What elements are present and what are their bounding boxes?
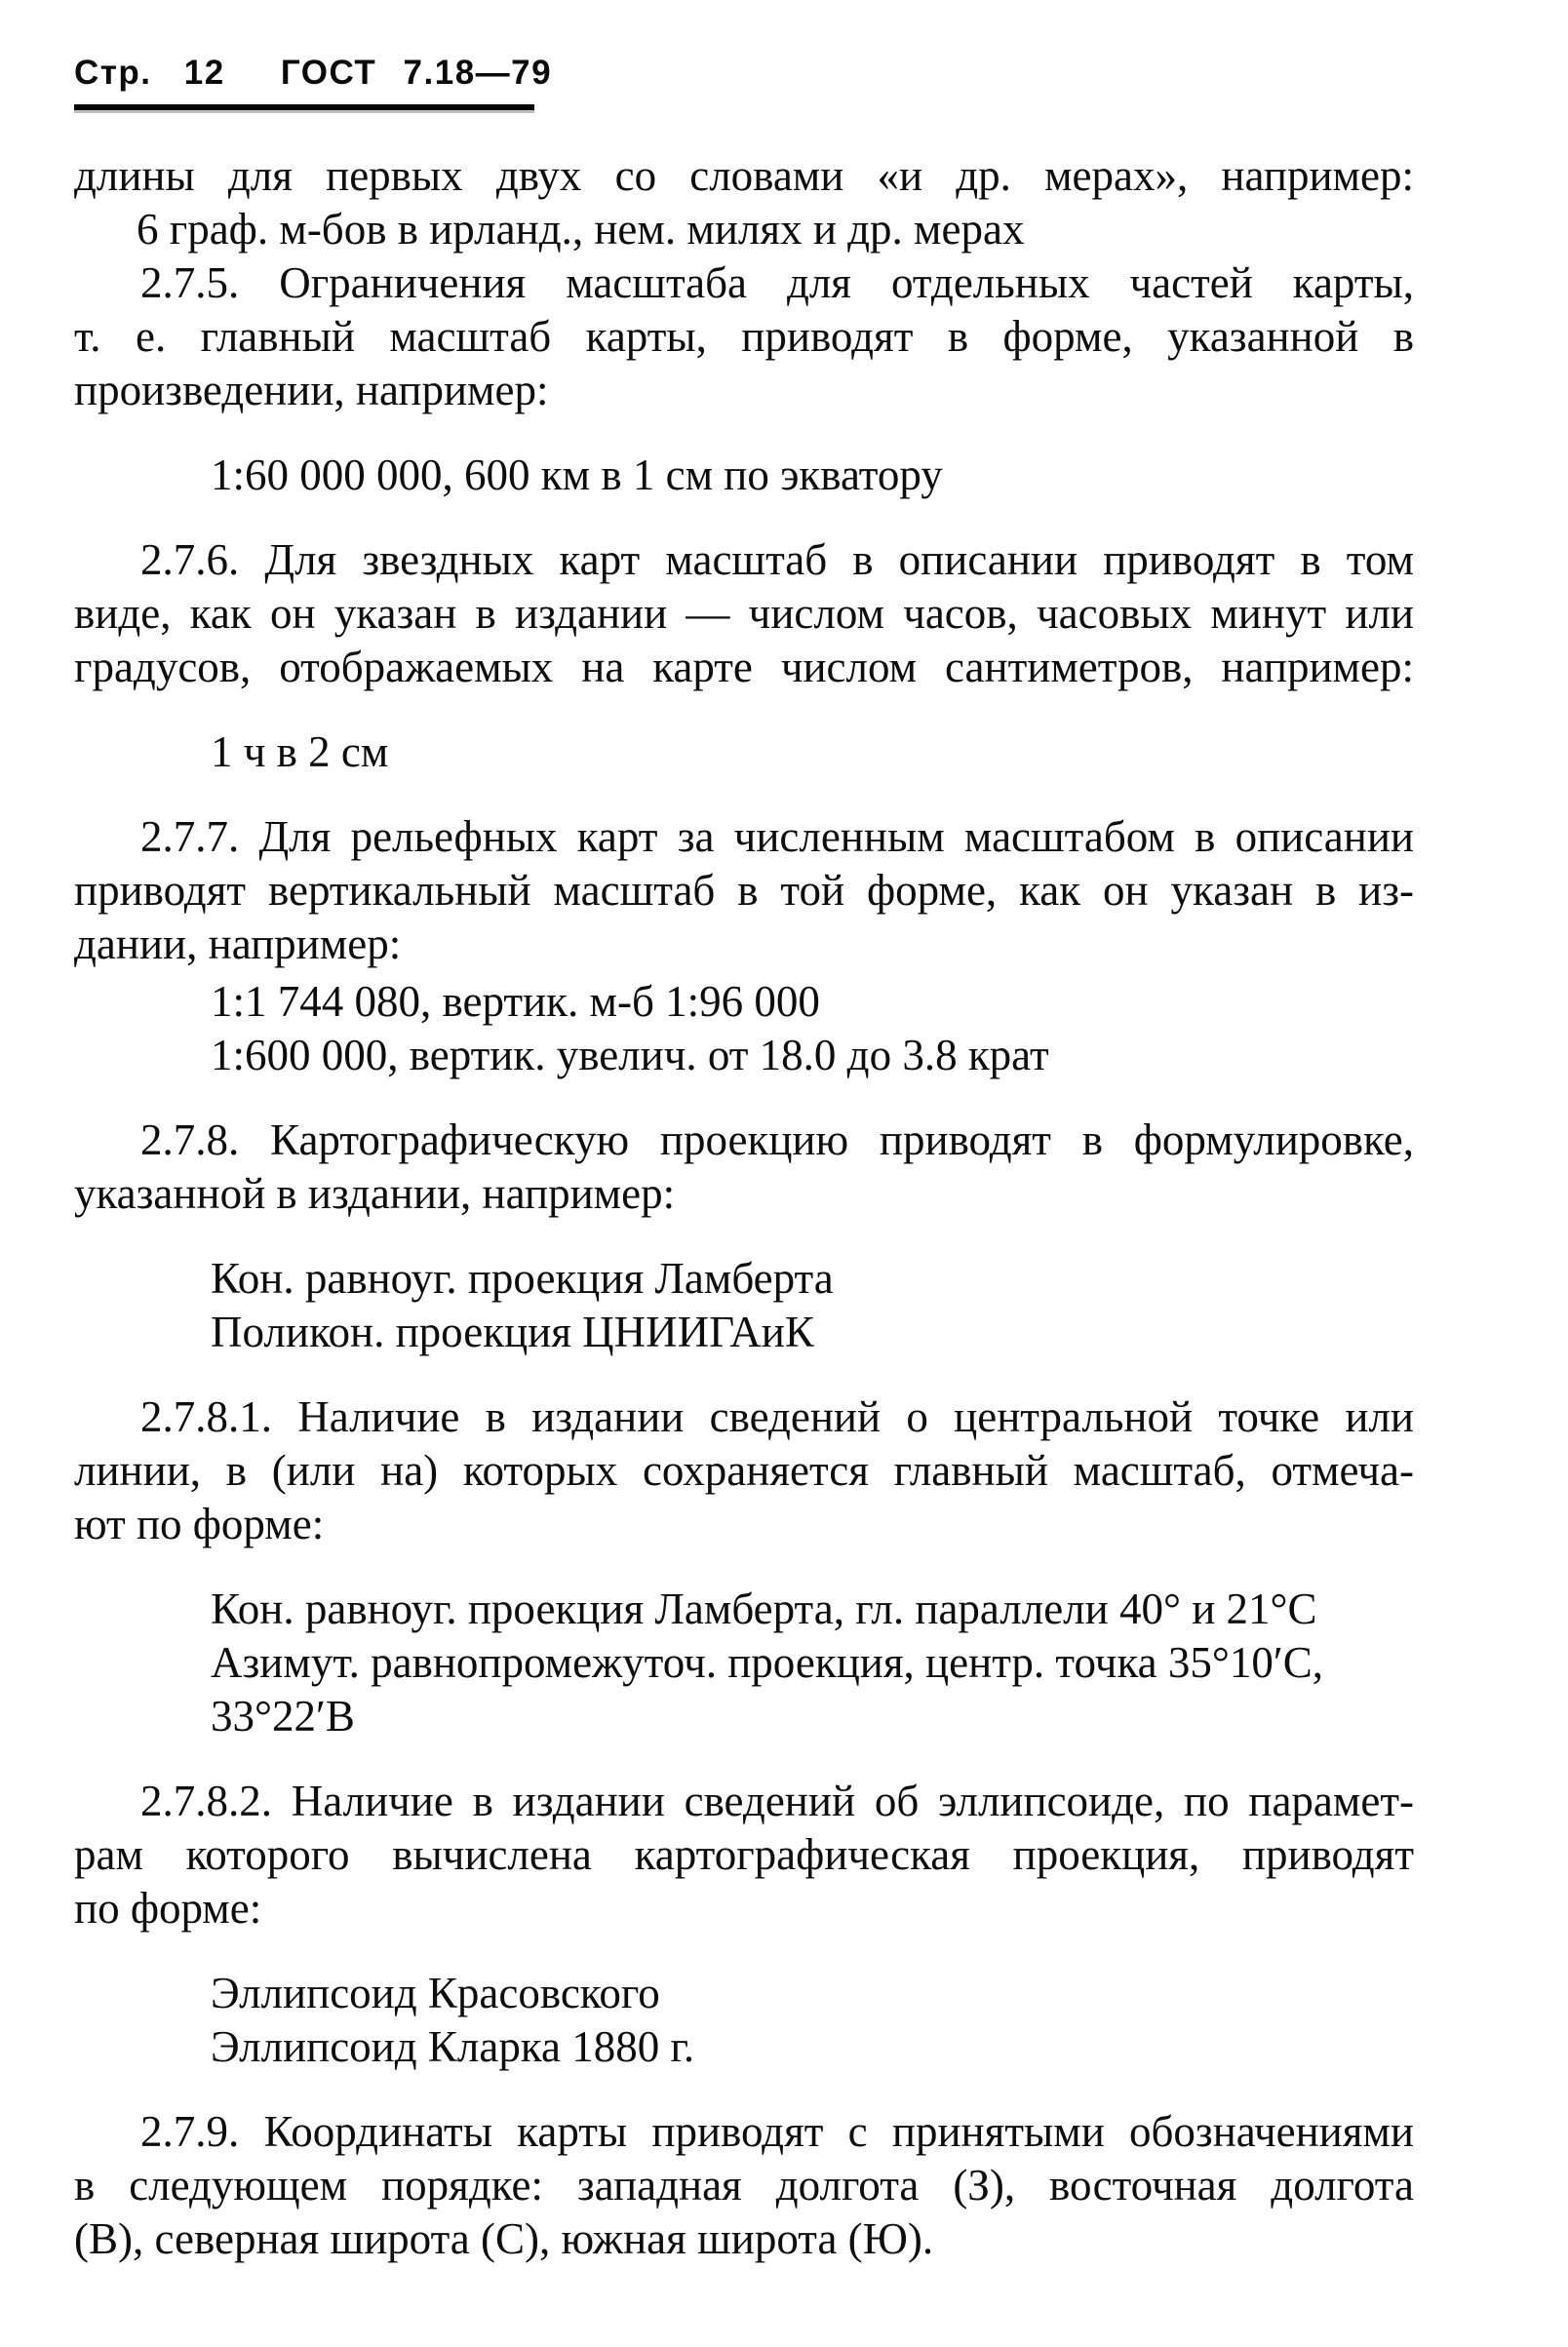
text-line: приводят вертикальный масштаб в той форме, как он указан в из- [74, 866, 1414, 915]
example-line: 1:600 000, вертик. увелич. от 18.0 до 3.8 крат [211, 1031, 1049, 1079]
text-line: дании, например: [74, 919, 402, 968]
document-body [74, 149, 1414, 2266]
standard-number-label: ГОСТ 7.18—79 [280, 54, 553, 92]
text-line: линии, в (или на) которых сохраняется главный масштаб, отмеча- [74, 1446, 1414, 1495]
example-central-point [211, 1583, 1414, 1743]
page-header [74, 54, 1414, 93]
text-line: 2.7.5. Ограничения масштаба для отдельных частей карты, [140, 258, 1414, 307]
example-scale-equator [211, 449, 1414, 502]
example-line: Кон. равноуг. проекция Ламберта, гл. параллели 40° и 21°С [211, 1584, 1317, 1633]
example-line: 1 ч в 2 см [211, 727, 389, 776]
text-line: виде, как он указан в издании — числом часов, часовых минут или [74, 589, 1414, 638]
example-line: 33°22′В [211, 1692, 355, 1741]
paragraph-2-7-8-2 [74, 1775, 1414, 1936]
text-line: рам которого вычислена картографическая проекция, приводят [74, 1830, 1414, 1879]
example-line: 1:1 744 080, вертик. м-б 1:96 000 [211, 977, 820, 1026]
text-line: (В), северная широта (С), южная широта (Ю). [74, 2214, 934, 2263]
example-line: Эллипсоид Красовского [211, 1969, 660, 2017]
text-line: указанной в издании, например: [74, 1169, 676, 1218]
example-star-map-scale [211, 725, 1414, 779]
text-line: ют по форме: [74, 1500, 325, 1548]
example-line: Азимут. равнопромежуточ. проекция, центр. точка 35°10′С, [211, 1638, 1323, 1687]
text-line: 2.7.7. Для рельефных карт за численным масштабом в описании [140, 812, 1414, 861]
example-line: 1:60 000 000, 600 км в 1 см по экватору [211, 450, 943, 499]
text-line: 2.7.8. Картографическую проекцию приводят в формулировке, [140, 1115, 1414, 1164]
example-projection [211, 1252, 1414, 1359]
example-ellipsoid [211, 1967, 1414, 2074]
paragraph-2-7-8-1 [74, 1390, 1414, 1551]
text-line: т. е. главный масштаб карты, приводят в форме, указанной в [74, 312, 1414, 361]
example-line: Кон. равноуг. проекция Ламберта [211, 1254, 834, 1303]
paragraph-2-7-7 [74, 810, 1414, 971]
example-relief-map-scale [211, 975, 1414, 1082]
paragraph-2-7-5 [74, 256, 1414, 417]
paragraph-continuation [74, 149, 1414, 203]
text-line: градусов, отображаемых на карте числом сантиметров, например: [74, 643, 1414, 691]
text-line: 2.7.8.1. Наличие в издании сведений о центральной точке или [140, 1392, 1414, 1441]
example-line: 6 граф. м-бов в ирланд., нем. милях и др. мерах [137, 205, 1025, 254]
page-number-label: Стр. 12 [74, 54, 225, 92]
text-line: в следующем порядке: западная долгота (З), восточная долгота [74, 2161, 1414, 2210]
example-line: Эллипсоид Кларка 1880 г. [211, 2022, 695, 2071]
text-line: по форме: [74, 1884, 262, 1933]
example-line: Поликон. проекция ЦНИИГАиК [211, 1308, 814, 1356]
header-rule [74, 104, 534, 110]
example-graph-miles [137, 203, 1414, 256]
text-line: 2.7.8.2. Наличие в издании сведений об эллипсоиде, по парамет- [140, 1777, 1414, 1825]
paragraph-2-7-6 [74, 533, 1414, 694]
text-line: 2.7.6. Для звездных карт масштаб в описании приводят в том [140, 535, 1414, 584]
text-line: длины для первых двух со словами «и др. мерах», например: [74, 151, 1414, 200]
text-line: 2.7.9. Координаты карты приводят с принятыми обозначениями [140, 2107, 1414, 2156]
paragraph-2-7-9 [74, 2105, 1414, 2266]
paragraph-2-7-8 [74, 1114, 1414, 1221]
text-line: произведении, например: [74, 366, 549, 414]
